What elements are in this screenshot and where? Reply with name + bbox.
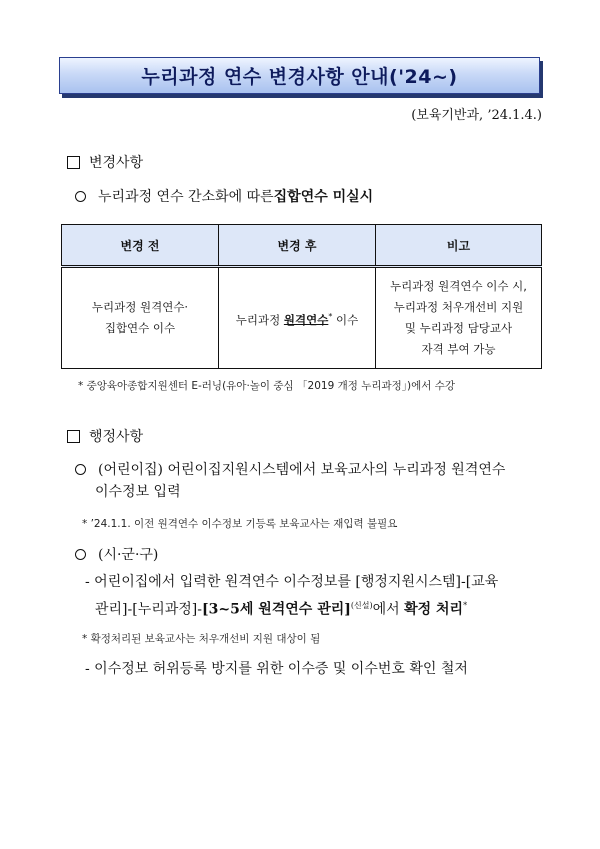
- bullet-text: 누리과정 연수 간소화에 따른: [98, 189, 274, 205]
- cell-after-bold: 원격연수: [283, 312, 329, 327]
- header-after: 변경 후: [219, 225, 376, 267]
- dash-item-confirm: [85, 570, 555, 622]
- dash-sup: (신설): [350, 601, 373, 610]
- dash-line-2: [85, 594, 555, 622]
- bullet-text: (어린이집) 어린이집지원시스템에서 보육교사의 누리과정 원격연수: [98, 462, 506, 478]
- circle-bullet-icon: [75, 464, 86, 475]
- section-heading-changes: [67, 152, 143, 172]
- footnote-confirmed: * 확정처리된 보육교사는 처우개선비 지원 대상이 됨: [82, 633, 321, 645]
- cell-remarks-line: 및 누리과정 담당교사: [404, 321, 513, 335]
- page-title: 누리과정 연수 변경사항 안내('24~): [141, 66, 458, 88]
- cell-after-sup: *: [328, 311, 333, 321]
- department-date: (보육기반과, ’24.1.4.): [411, 108, 542, 123]
- cell-before: [62, 267, 219, 369]
- dash-text: 관리]-[누리과정]-: [95, 601, 202, 618]
- checkbox-icon: [67, 430, 80, 443]
- bullet-simplification: [75, 186, 373, 206]
- checkbox-icon: [67, 156, 80, 169]
- cell-after: [219, 267, 376, 369]
- circle-bullet-icon: [75, 549, 86, 560]
- bullet-daycare-cont: 이수정보 입력: [95, 484, 181, 500]
- section-heading-label: 변경사항: [89, 155, 144, 171]
- dash-line-1: - 어린이집에서 입력한 원격연수 이수정보를 [행정지원시스템]-[교육: [85, 574, 499, 590]
- bullet-text: (시·군·구): [98, 547, 159, 563]
- title-banner: [59, 57, 540, 94]
- header-remarks: 비고: [376, 225, 542, 267]
- dash-bold: 확정 처리: [404, 601, 464, 618]
- header-before: 변경 전: [62, 225, 219, 267]
- cell-remarks-line: 누리과정 원격연수 이수 시,: [390, 279, 527, 293]
- dash-item-verify: - 이수정보 허위등록 방지를 위한 이수증 및 이수번호 확인 철저: [85, 661, 468, 677]
- cell-remarks-line: 자격 부여 가능: [421, 342, 496, 356]
- dash-sup: *: [463, 601, 468, 610]
- circle-bullet-icon: [75, 191, 86, 202]
- footnote-reentry: * ’24.1.1. 이전 원격연수 이수정보 기등록 보육교사는 재입력 불필요: [82, 518, 398, 530]
- cell-before-line: 집합연수 이수: [104, 321, 176, 335]
- bullet-bold-text: 집합연수 미실시: [273, 189, 374, 205]
- changes-table: [61, 224, 542, 369]
- dash-text: 에서: [372, 601, 405, 618]
- cell-after-text: 누리과정: [235, 312, 284, 327]
- dash-bold: [3~5세 원격연수 관리]: [202, 601, 351, 618]
- bullet-daycare: [75, 459, 505, 479]
- section-heading-label: 행정사항: [89, 429, 144, 445]
- bullet-local-gov: [75, 544, 158, 564]
- cell-remarks-line: 누리과정 처우개선비 지원: [393, 300, 524, 314]
- footnote-elearning: * 중앙육아종합지원센터 E-러닝(유아·놀이 중심 「2019 개정 누리과정」)에서 수강: [78, 380, 456, 392]
- table-row: [62, 267, 542, 369]
- cell-remarks: [376, 267, 542, 369]
- cell-before-line: 누리과정 원격연수·: [91, 300, 189, 314]
- section-heading-admin: [67, 426, 143, 446]
- table-header-row: [62, 225, 542, 267]
- cell-after-suffix: 이수: [332, 312, 359, 327]
